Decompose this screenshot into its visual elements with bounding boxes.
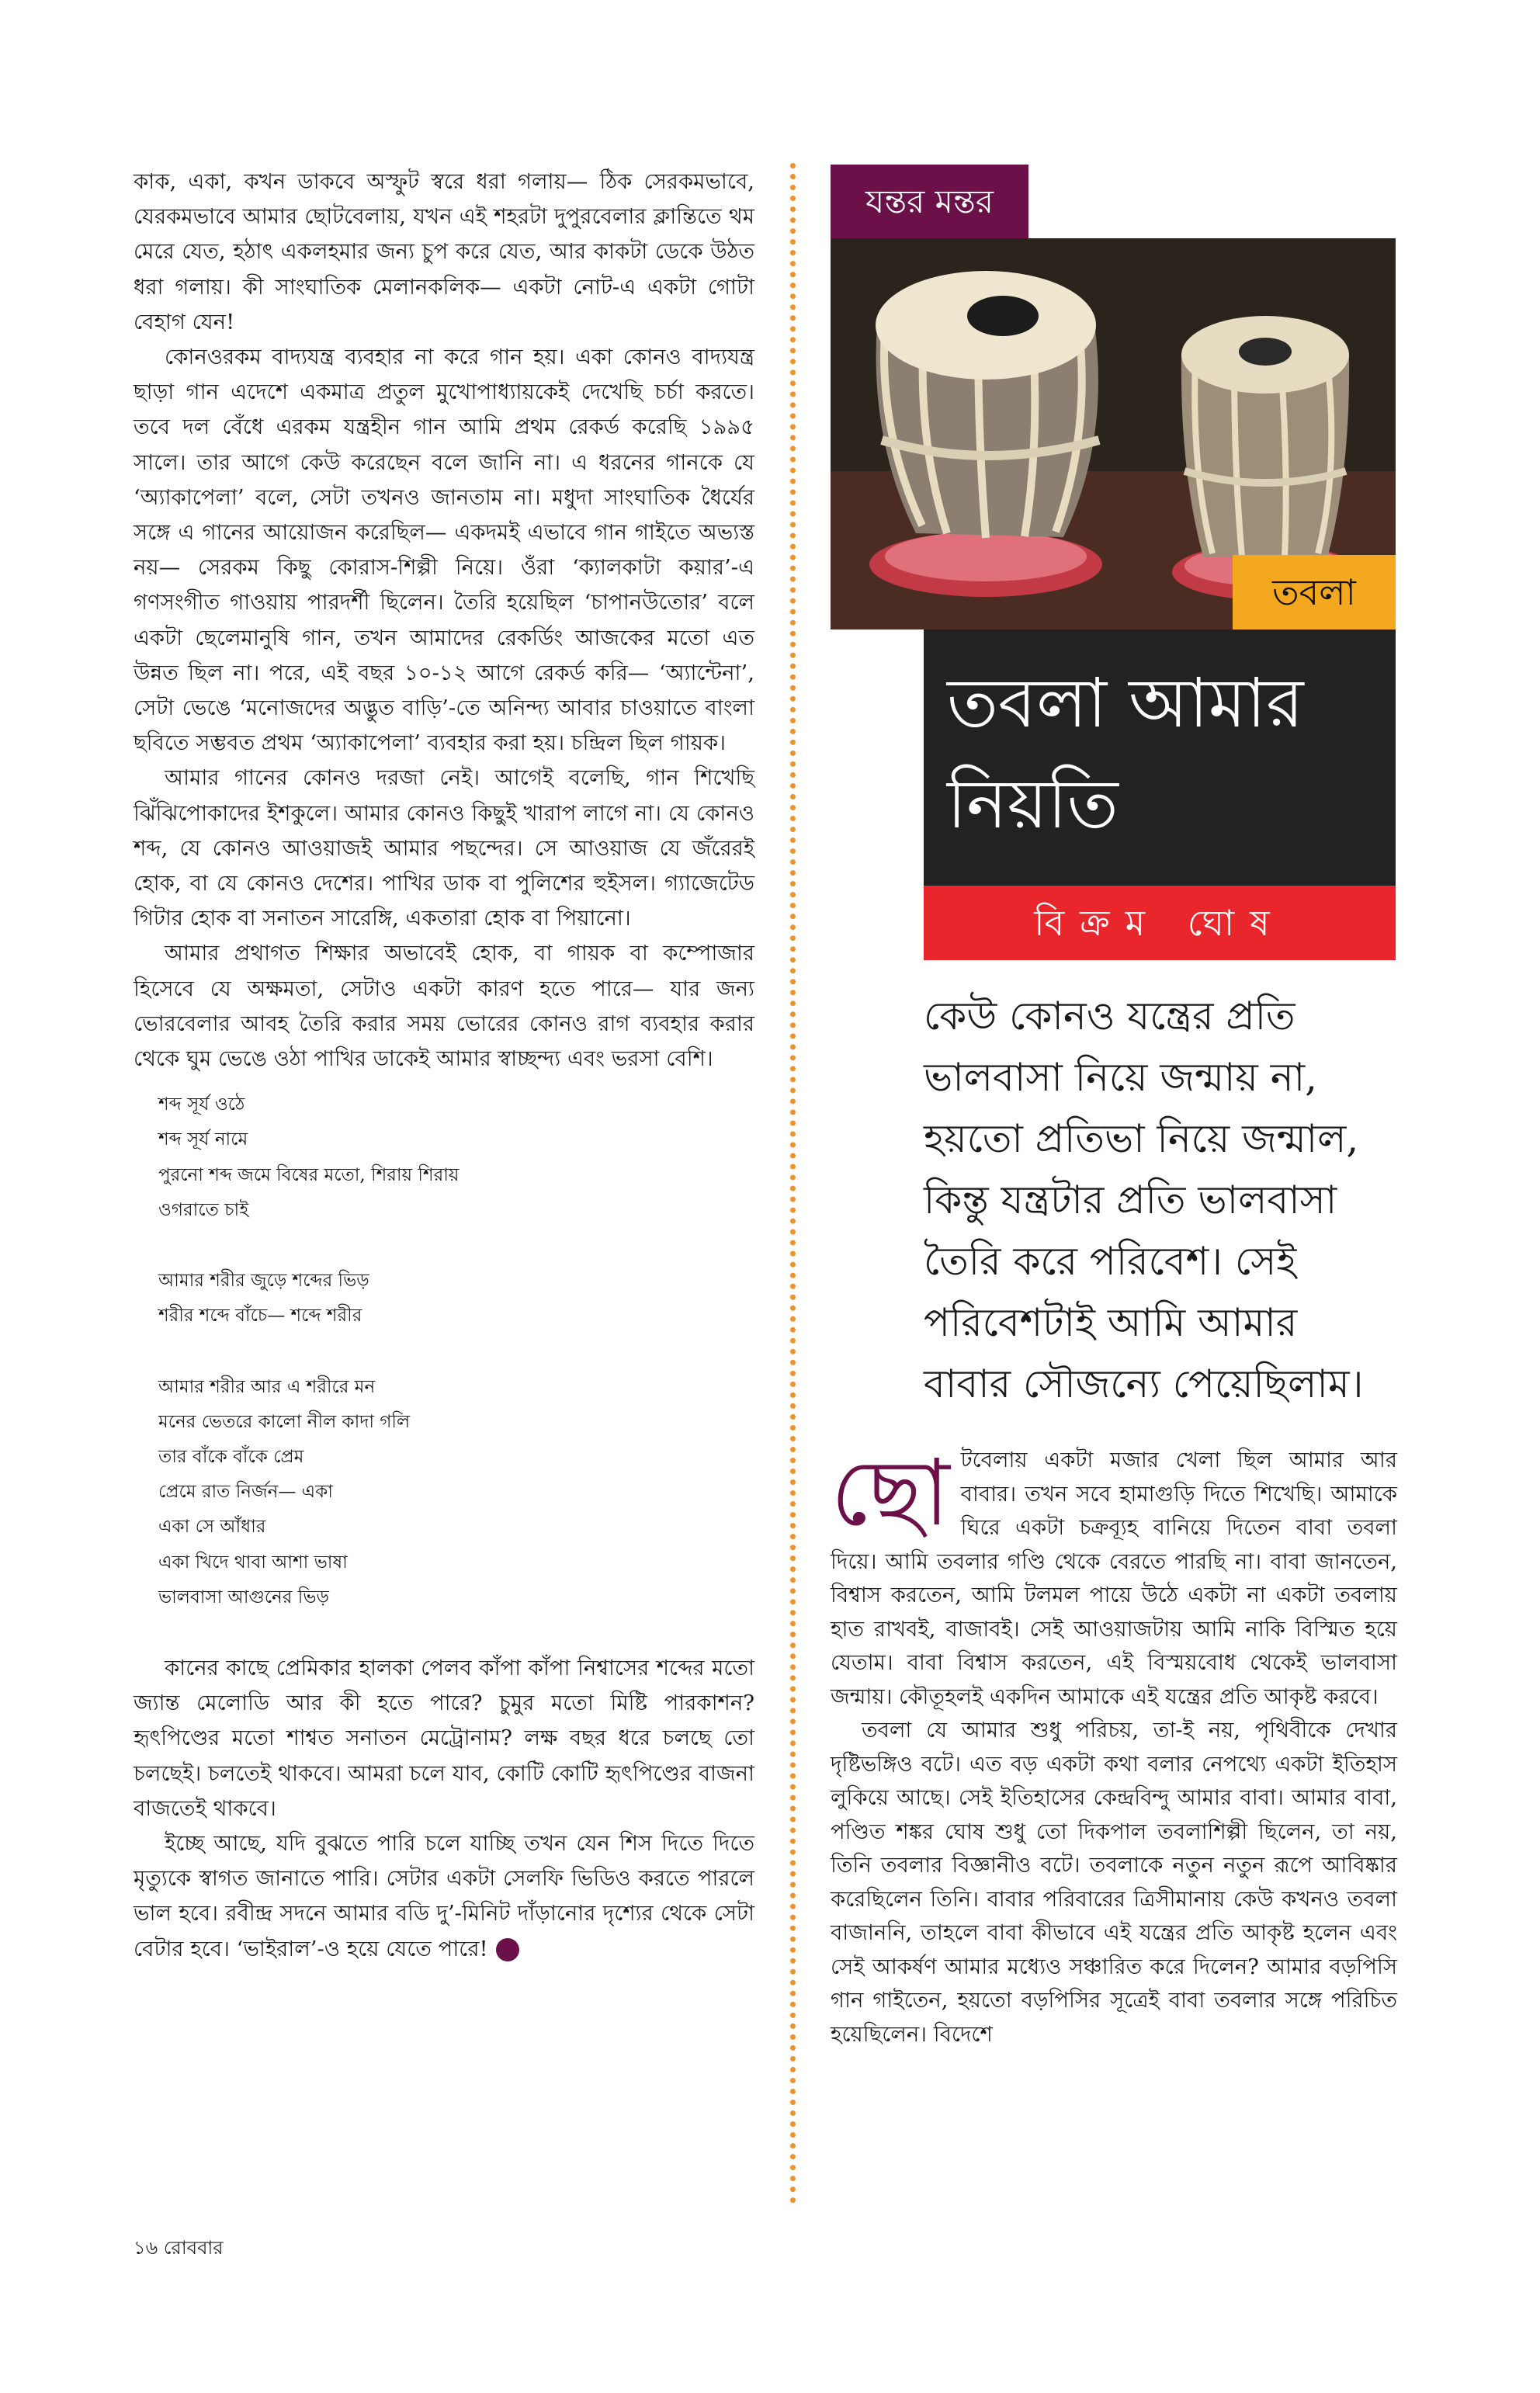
pull-quote-line: ভালবাসা নিয়ে জন্মায় না, (924, 1055, 1318, 1100)
photo-label: তবলা (1233, 555, 1396, 629)
poem-line: একা সে আঁধার (158, 1517, 266, 1538)
poem-line: পুরনো শব্দ জমে বিষের মতো, শিরায় শিরায় (158, 1164, 460, 1185)
pull-quote (924, 986, 1420, 1415)
left-column (134, 165, 754, 1967)
poem (158, 1087, 754, 1615)
article-title-line-2: নিয়তি (947, 764, 1119, 844)
body-paragraph-1 (831, 1439, 1397, 1714)
intro-paragraph: কাক, একা, কখন ডাকবে অস্ফুট স্বরে ধরা গলায়— ঠিক সেরকমভাবে, যেরকমভাবে আমার ছোটবেলায়, যখন এই শহরটা দুপুরবেলার ক্লান্তিতে থম মেরে যেত, হঠাৎ একলহমার জন্য চুপ করে যেত, আর কাকটা ডেকে উঠত ধরা গলায়। কী সাংঘাতিক মেলানকলিক— একটা নোট-এ একটা গোটা বেহাগ যেন! (134, 169, 754, 335)
pull-quote-line: হয়তো প্রতিভা নিয়ে জন্মাল, (924, 1116, 1359, 1161)
closing-text: ইচ্ছে আছে, যদি বুঝতে পারি চলে যাচ্ছি তখন যেন শিস দিতে দিতে মৃত্যুকে স্বাগত জানাতে পারি। সেটার একটা সেলফি ভিডিও করতে পারলে ভাল হবে। রবীন্দ্র সদনে আমার বডি দু’-মিনিট দাঁড়ানোর দৃশ্যের থেকে সেটা বেটার হবে। ‘ভাইরাল’-ও হয়ে যেতে পারে! (134, 1830, 754, 1961)
pull-quote-line: বাবার সৌজন্যে পেয়েছিলাম। (924, 1361, 1364, 1406)
poem-line: তার বাঁকে বাঁকে প্রেম (158, 1446, 304, 1467)
poem-line: আমার শরীর জুড়ে শব্দের ভিড় (158, 1271, 369, 1292)
poem-stanza-3 (158, 1370, 754, 1615)
pull-quote-line: কিন্তু যন্ত্রটার প্রতি ভালবাসা (924, 1177, 1337, 1223)
article-title-line-1: তবলা আমার (947, 663, 1304, 743)
poem-line: মনের ভেতরে কালো নীল কাদা গলি (158, 1411, 411, 1432)
author-byline: বিক্রম ঘোষ (924, 886, 1396, 960)
poem-line: শব্দ সূর্য ওঠে (158, 1094, 245, 1115)
section-tag: যন্তর মন্তর (831, 165, 1028, 238)
poem-line: শব্দ সূর্য নামে (158, 1129, 248, 1150)
right-column (831, 1439, 1397, 2051)
poem-line: আমার শরীর আর এ শরীরে মন (158, 1376, 376, 1397)
melody-paragraph: কানের কাছে প্রেমিকার হালকা পেলব কাঁপা কাঁপা নিশ্বাসের শব্দের মতো জ্যান্ত মেলোডি আর কী হতে পারে? চুমুর মতো মিষ্টি পারকাশন? হৃৎপিণ্ডের মতো শাশ্বত সনাতন মেট্রোনাম? লক্ষ বছর ধরে চলছে তো চলছেই। চলতেই থাকবে। আমরা চলে যাব, কোটি কোটি হৃৎপিণ্ডের বাজনা বাজতেই থাকবে। (134, 1655, 754, 1821)
page-footer: ১৬ রোববার (134, 2237, 224, 2259)
body-paragraph-2: তবলা যে আমার শুধু পরিচয়, তা-ই নয়, পৃথিবীকে দেখার দৃষ্টিভঙ্গিও বটে। এত বড় একটা কথা বলার নেপথ্যে একটা ইতিহাস লুকিয়ে আছে। সেই ইতিহাসের কেন্দ্রবিন্দু আমার বাবা। আমার বাবা, পণ্ডিত শঙ্কর ঘোষ শুধু তো দিকপাল তবলাশিল্পী ছিলেন, তা নয়, তিনি তবলার বিজ্ঞানীও বটে। তবলাকে নতুন নতুন রূপে আবিষ্কার করেছিলেন তিনি। বাবার পরিবারের ত্রিসীমানায় কেউ কখনও তবলা বাজাননি, তাহলে বাবা কীভাবে এই যন্ত্রের প্রতি আকৃষ্ট হলেন এবং সেই আকর্ষণ আমার মধ্যেও সঞ্চারিত করে দিলেন? আমার বড়পিসি গান গাইতেন, হয়তো বড়পিসির সূত্রেই বাবা তবলার সঙ্গে পরিচিত হয়েছিলেন। বিদেশে (831, 1718, 1397, 2047)
acapella-paragraph: কোনওরকম বাদ্যযন্ত্র ব্যবহার না করে গান হয়। একা কোনও বাদ্যযন্ত্র ছাড়া গান এদেশে একমাত্র প্রতুল মুখোপাধ্যায়কেই দেখেছি চর্চা করতে। তবে দল বেঁধে এরকম যন্ত্রহীন গান আমি প্রথম রেকর্ড করেছি ১৯৯৫ সালে। তার আগে কেউ করেছেন বলে জানি না। এ ধরনের গানকে যে ‘অ্যাকাপেলা’ বলে, সেটা তখনও জানতাম না। মধুদা সাংঘাতিক ধৈর্যের সঙ্গে এ গানের আয়োজন করেছিল— একদমই এভাবে গান গাইতে অভ্যস্ত নয়— সেরকম কিছু কোরাস-শিল্পী নিয়ে। ওঁরা ‘ক্যালকাটা কয়ার’-এ গণসংগীত গাওয়ায় পারদর্শী ছিলেন। তৈরি হয়েছিল ‘চাপানউতোর’ বলে একটা ছেলেমানুষি গান, তখন আমাদের রেকর্ডিং আজকের মতো এত উন্নত ছিল না। পরে, এই বছর ১০-১২ আগে রেকর্ড করি— ‘অ্যান্টেনা’, সেটা ভেঙে ‘মনোজদের অদ্ভুত বাড়ি’-তে অনিন্দ্য আবার চাওয়াতে বাংলা ছবিতে সম্ভবত প্রথম ‘অ্যাকাপেলা’ ব্যবহার করা হয়। চন্দ্রিল ছিল গায়ক। (134, 345, 754, 756)
poem-line: প্রেমে রাত নির্জন— একা (158, 1482, 333, 1503)
poem-stanza-1 (158, 1087, 754, 1228)
closing-paragraph (134, 1826, 754, 1967)
poem-stanza-2 (158, 1264, 754, 1333)
pull-quote-line: কেউ কোনও যন্ত্রের প্রতি (924, 994, 1295, 1039)
body-paragraph-1-text: টবেলায় একটা মজার খেলা ছিল আমার আর বাবার। তখন সবে হামাগুড়ি দিতে শিখেছি। আমাকে ঘিরে একটা চক্রব্যূহ বানিয়ে দিতেন বাবা তবলা দিয়ে। আমি তবলার গণ্ডি থেকে বেরতে পারছি না। বাবা জানতেন, বিশ্বাস করতেন, আমি টলমল পায়ে উঠে একটা না একটা তবলায় হাত রাখবই, বাজাবই। সেই আওয়াজটায় আমি নাকি বিস্মিত হয়ে যেতাম। বাবা বিশ্বাস করতেন, এই বিস্ময়বোধ থেকেই ভালবাসা জন্মায়। কৌতূহলই একদিন আমাকে এই যন্ত্রের প্রতি আকৃষ্ট করবে। (831, 1448, 1397, 1709)
end-mark-icon (496, 1938, 519, 1961)
poem-line: শরীর শব্দে বাঁচে— শব্দে শরীর (158, 1306, 362, 1327)
article-title-block (924, 629, 1396, 886)
poem-line: ভালবাসা আগুনের ভিড় (158, 1587, 329, 1607)
column-divider (790, 163, 796, 2204)
pull-quote-line: তৈরি করে পরিবেশ। সেই (924, 1239, 1297, 1284)
poem-line: ওগরাতে চাই (158, 1199, 249, 1220)
poem-line: একা খিদে থাবা আশা ভাষা (158, 1552, 348, 1573)
drop-cap: ছো (831, 1439, 950, 1546)
pull-quote-line: পরিবেশটাই আমি আমার (924, 1300, 1298, 1345)
sound-paragraph: আমার গানের কোনও দরজা নেই। আগেই বলেছি, গান শিখেছি ঝিঁঝিপোকাদের ইশকুলে। আমার কোনও কিছুই খারাপ লাগে না। যে কোনও শব্দ, যে কোনও আওয়াজই আমার পছন্দের। সে আওয়াজ যে জঁরেরই হোক, বা যে কোনও দেশের। পাখির ডাক বা পুলিশের হুইসল। গ্যাজেটেড গিটার হোক বা সনাতন সারেঙ্গি, একতারা হোক বা পিয়ানো। (134, 765, 754, 931)
training-paragraph: আমার প্রথাগত শিক্ষার অভাবেই হোক, বা গায়ক বা কম্পোজার হিসেবে যে অক্ষমতা, সেটাও একটা কারণ হতে পারে— যার জন্য ভোরবেলার আবহ তৈরি করার সময় ভোরের কোনও রাগ ব্যবহার করার থেকে ঘুম ভেঙে ওঠা পাখির ডাকেই আমার স্বাচ্ছন্দ্য এবং ভরসা বেশি। (134, 941, 754, 1072)
